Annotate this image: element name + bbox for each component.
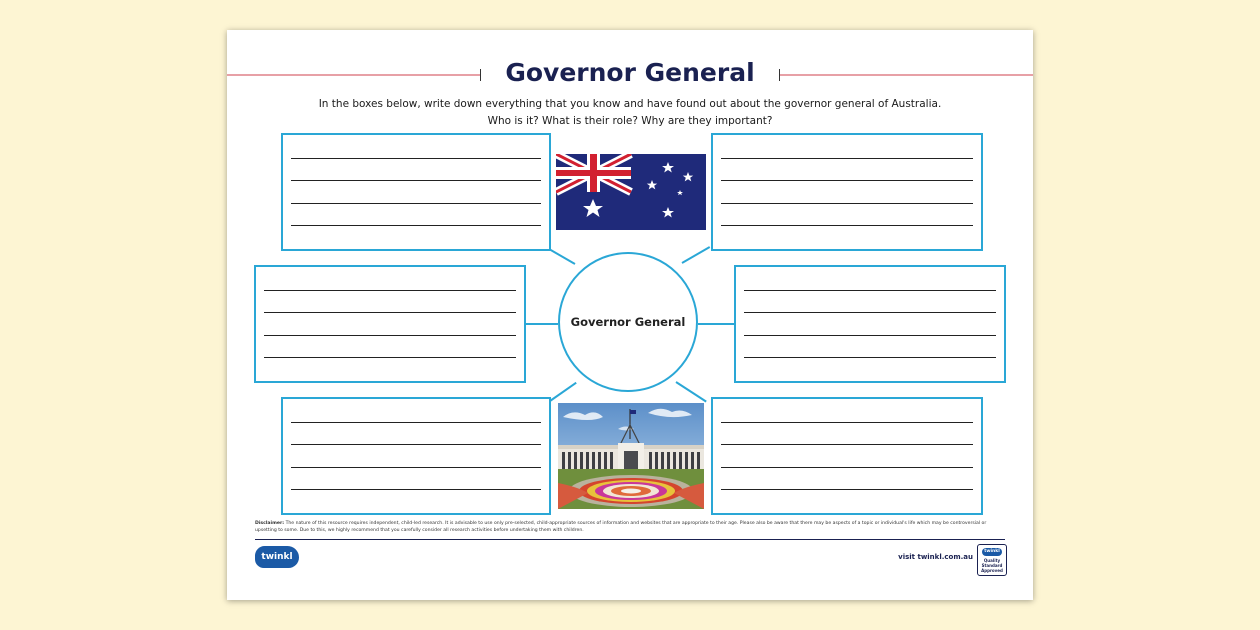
badge-logo-text: twinkl xyxy=(982,548,1002,556)
center-circle xyxy=(558,252,698,392)
badge-text: Quality Standard Approved xyxy=(981,558,1003,573)
title-rule-right xyxy=(779,74,1033,76)
quality-badge xyxy=(977,544,1007,576)
connector-mid-left xyxy=(524,323,558,325)
twinkl-logo[interactable] xyxy=(255,546,299,568)
connector-bottom-left xyxy=(549,382,576,402)
connector-mid-right xyxy=(698,323,735,325)
writing-box-bottom-left[interactable] xyxy=(281,397,551,515)
title-row xyxy=(227,60,1033,90)
writing-box-bottom-right[interactable] xyxy=(711,397,983,515)
disclaimer-label: Disclaimer: xyxy=(255,521,285,526)
disclaimer xyxy=(255,520,1007,534)
disclaimer-text: The nature of this resource requires independent, child-led research. It is advisable to use only pre-selected, child-appropriate sources of information and websites that are appropriate to their age. Please also be aware that there may be aspects of a topic or individual's life which may be controversial or upsetting to some. Due to this, we highly recommend that you carefully consider all research activities before undertaking them with children. xyxy=(255,521,987,533)
writing-box-top-right[interactable] xyxy=(711,133,983,251)
writing-box-mid-left[interactable] xyxy=(254,265,526,383)
instructions-line-2: Who is it? What is their role? Why are they important? xyxy=(487,115,773,127)
connector-bottom-right xyxy=(675,381,706,402)
writing-box-mid-right[interactable] xyxy=(734,265,1006,383)
connector-top-left xyxy=(549,248,576,265)
page-title: Governor General xyxy=(505,58,755,87)
connector-top-right xyxy=(682,246,711,264)
visit-link[interactable]: visit twinkl.com.au xyxy=(898,553,973,561)
australian-flag-image xyxy=(556,154,706,230)
center-label: Governor General xyxy=(570,315,686,329)
instructions-line-1: In the boxes below, write down everything that you know and have found out about the governor general of Australia. xyxy=(318,98,942,110)
footer-divider xyxy=(255,539,1005,540)
logo-text: twinkl xyxy=(261,552,293,562)
worksheet xyxy=(227,30,1033,600)
instructions xyxy=(267,96,993,130)
writing-box-top-left[interactable] xyxy=(281,133,551,251)
title-rule-left xyxy=(227,74,481,76)
parliament-house-image xyxy=(558,403,704,509)
